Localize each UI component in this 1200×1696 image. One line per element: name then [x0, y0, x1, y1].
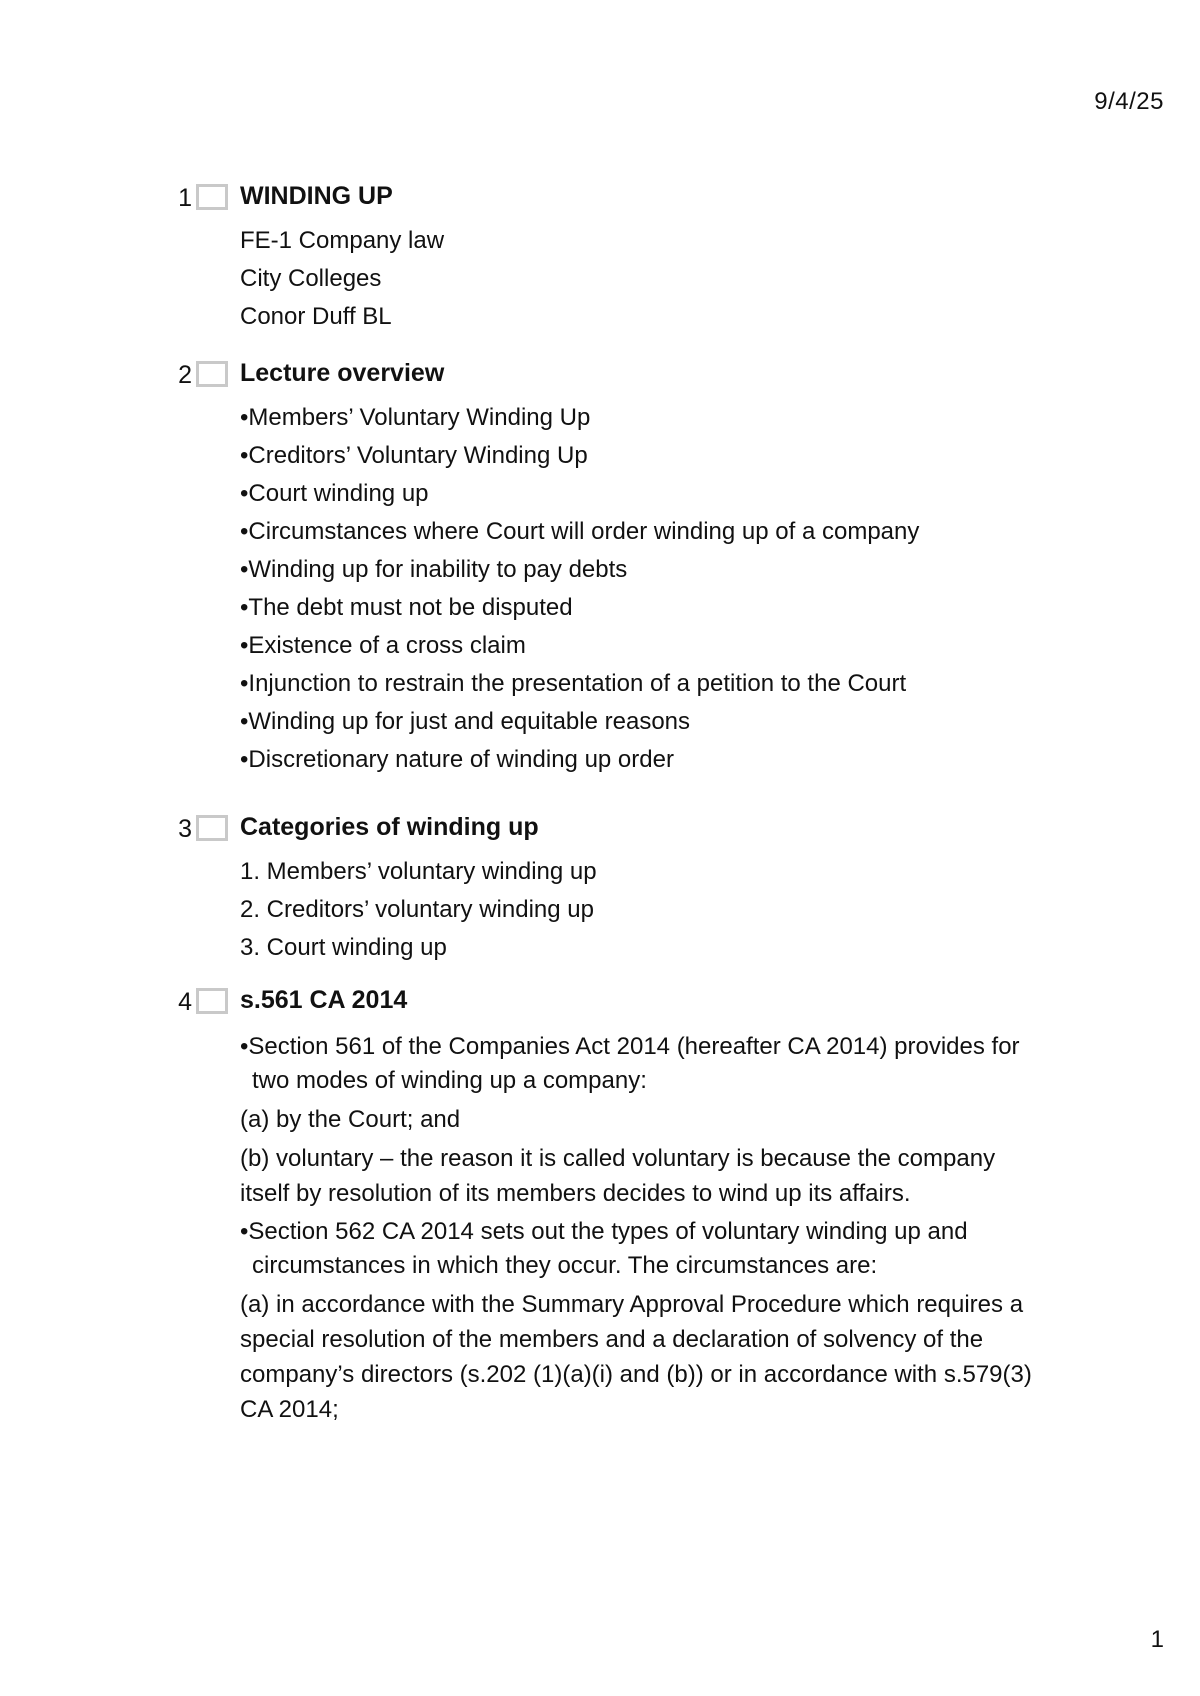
overview-item: •Court winding up	[240, 480, 429, 507]
slide-thumbnail-icon	[196, 988, 228, 1014]
page-number: 1	[1150, 1626, 1164, 1653]
category-item: 2. Creditors’ voluntary winding up	[240, 896, 594, 923]
overview-item: •The debt must not be disputed	[240, 594, 573, 621]
slide-paragraph: •Section 562 CA 2014 sets out the types of voluntary winding up and circumstances in which they occur. The circumstances are:	[240, 1218, 968, 1279]
category-item: 3. Court winding up	[240, 934, 447, 961]
overview-item: •Creditors’ Voluntary Winding Up	[240, 442, 588, 469]
slide-2	[0, 359, 1200, 773]
slide-number: 3	[178, 815, 192, 843]
slide-number: 1	[178, 184, 192, 212]
overview-item: •Circumstances where Court will order winding up of a company	[240, 518, 920, 545]
slide-thumbnail-icon	[196, 184, 228, 210]
slide-paragraph: (a) by the Court; and	[240, 1106, 461, 1133]
slide-title: WINDING UP	[240, 182, 393, 210]
slide-paragraph: •Section 561 of the Companies Act 2014 (hereafter CA 2014) provides for two modes of winding up a company:	[240, 1033, 1020, 1094]
page-date: 9/4/25	[1094, 88, 1164, 115]
slide-paragraph: (a) in accordance with the Summary Approval Procedure which requires a special resolution of the members and a declaration of solvency of the company’s directors (s.202 (1)(a)(i) and (b)) or in accordance with s.579(3) CA 2014;	[240, 1291, 1032, 1423]
slide-line: FE-1 Company law	[240, 227, 445, 254]
slide-number: 2	[178, 361, 192, 389]
slide-title: Categories of winding up	[240, 813, 539, 841]
overview-item: •Discretionary nature of winding up order	[240, 746, 674, 773]
slide-line: Conor Duff BL	[240, 303, 392, 330]
slide-title: Lecture overview	[240, 359, 445, 387]
slide-title: s.561 CA 2014	[240, 986, 408, 1014]
slide-paragraph: (b) voluntary – the reason it is called voluntary is because the company itself by resolution of its members decides to wind up its affairs.	[240, 1145, 996, 1207]
slide-number: 4	[178, 988, 192, 1016]
overview-item: •Winding up for just and equitable reasons	[240, 708, 691, 735]
slide-3	[0, 813, 1200, 961]
overview-item: •Injunction to restrain the presentation of a petition to the Court	[240, 670, 907, 697]
slide-thumbnail-icon	[196, 815, 228, 841]
overview-item: •Existence of a cross claim	[240, 632, 526, 659]
slide-thumbnail-icon	[196, 361, 228, 387]
overview-item: •Winding up for inability to pay debts	[240, 556, 628, 583]
slide-line: City Colleges	[240, 265, 382, 292]
overview-item: •Members’ Voluntary Winding Up	[240, 404, 591, 431]
slide-4	[0, 986, 1200, 1423]
slide-1	[0, 182, 1200, 330]
category-item: 1. Members’ voluntary winding up	[240, 858, 597, 885]
